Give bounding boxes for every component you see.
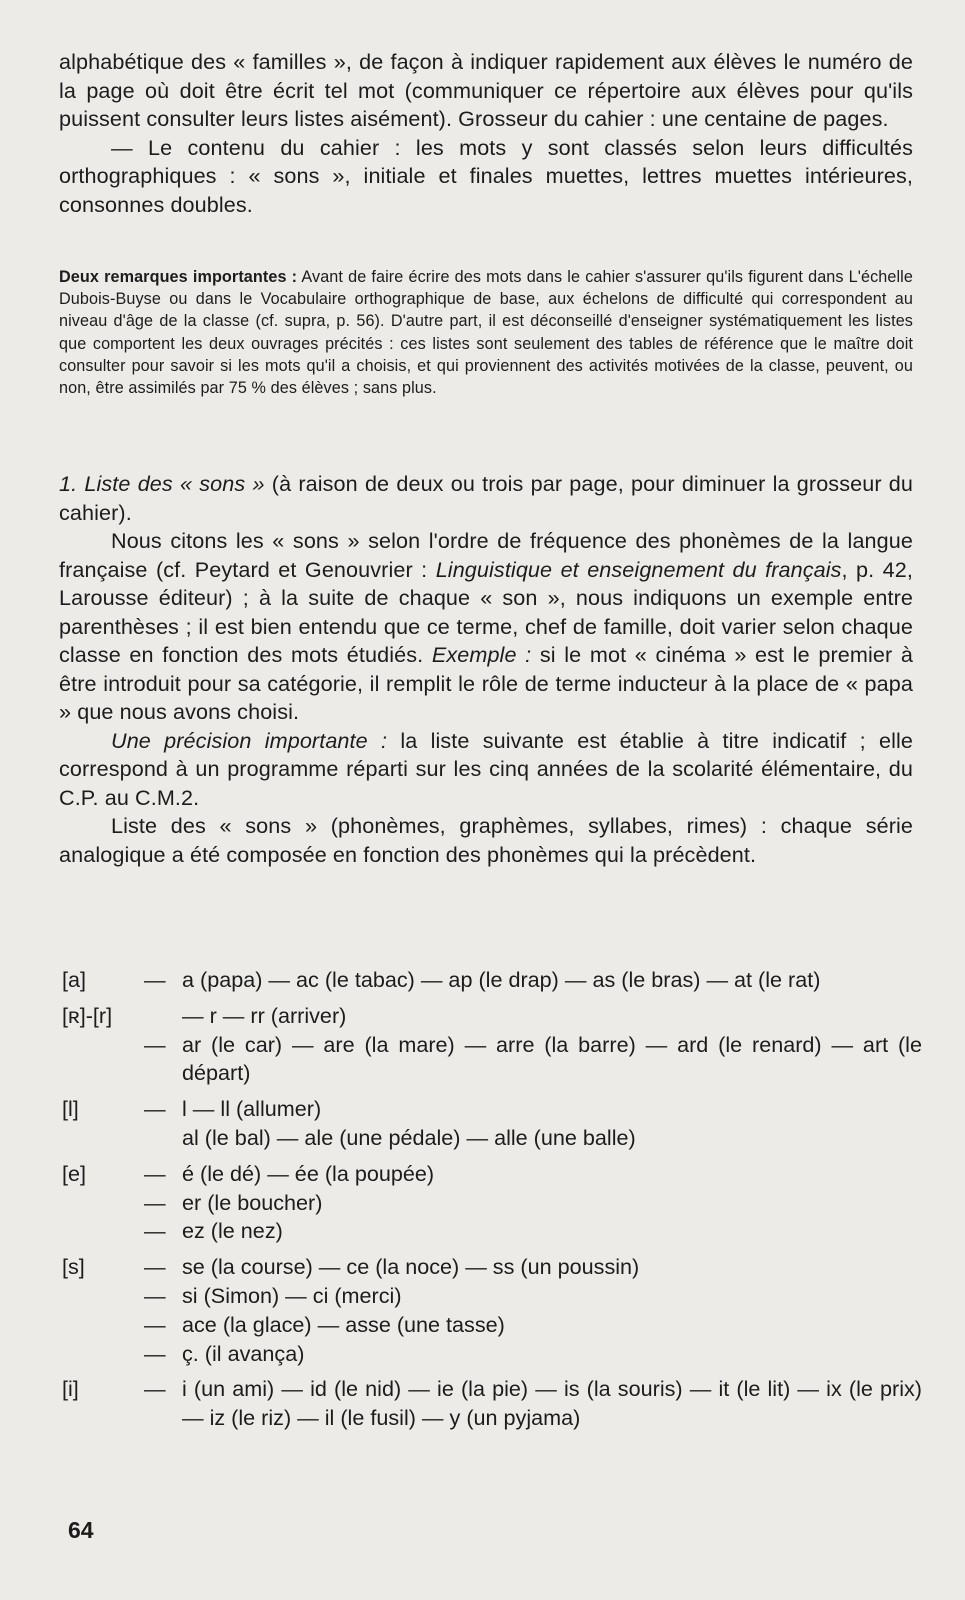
precision-lead: Une précision importante :	[111, 727, 388, 753]
line-dash: —	[144, 1340, 166, 1366]
line-text: ace (la glace) — asse (une tasse)	[182, 1311, 505, 1337]
line-text: er (le boucher)	[182, 1189, 323, 1215]
grapheme-line	[144, 1282, 922, 1311]
remark-block	[59, 266, 913, 399]
line-text: si (Simon) — ci (merci)	[182, 1282, 402, 1308]
phoneme-label: [s]	[62, 1254, 85, 1280]
sound-entry	[62, 1253, 922, 1368]
line-dash	[144, 1002, 182, 1031]
section-paragraph-2	[59, 727, 913, 813]
phoneme-label: [ʀ]-[r]	[62, 1002, 113, 1028]
example-label: Exemple :	[431, 642, 532, 667]
phoneme-label: [a]	[62, 967, 87, 992]
line-dash	[144, 1124, 182, 1153]
line-dash: —	[144, 1311, 166, 1337]
grapheme-line	[144, 1095, 922, 1124]
grapheme-line	[144, 1002, 922, 1031]
line-text: é (le dé) — ée (la poupée)	[182, 1160, 435, 1186]
line-text: i (un ami) — id (le nid) — ie (la pie) — is (la souris) — it (le lit) — ix (le prix) — iz (le riz) — il (le fusil) — y (un pyjama)	[182, 1376, 922, 1431]
intro-paragraph-1: alphabétique des « familles », de façon à indiquer rapidement aux élèves le numéro de la page où doit être écrit tel mot (communiquer ce répertoire aux élèves pour qu'ils puissent consulter leurs listes aisément). Grosseur du cahier : une centaine de pages.	[59, 49, 913, 131]
line-text: se (la course) — ce (la noce) — ss (un poussin)	[182, 1254, 640, 1280]
line-dash: —	[144, 1189, 166, 1215]
grapheme-line	[144, 1311, 922, 1340]
grapheme-line	[144, 1031, 922, 1089]
remark-lead: Deux remarques importantes :	[59, 268, 298, 286]
grapheme-line	[144, 1189, 922, 1218]
sound-entry	[62, 1375, 922, 1433]
grapheme-line	[144, 1340, 922, 1369]
grapheme-line	[144, 1217, 922, 1246]
line-text: l — ll (allumer)	[182, 1096, 322, 1122]
line-dash: —	[144, 1031, 166, 1057]
grapheme-lines	[144, 1095, 922, 1153]
p1-text-c: si le mot « cinéma » est le premier à être introduit pour sa catégorie, il remplit le rôle de terme inducteur à la place de « papa » que nous avons choisi.	[59, 642, 913, 724]
section-block	[59, 470, 913, 869]
remark-body: Avant de faire écrire des mots dans le cahier s'assurer qu'ils figurent dans L'échelle Dubois-Buyse ou dans le Vocabulaire orthographique de base, aux échelons de difficulté qui correspondent au niveau d'âge de la classe (cf. supra, p. 56). D'autre part, il est déconseillé d'enseigner systématiquement les listes que comportent les deux ouvrages précités : ces listes sont seulement des tables de référence que le maître doit consulter pour savoir si les mots qu'il a choisis, et qui proviennent des activités motivées de la classe, peuvent, ou non, être assimilés par 75 % des élèves ; sans plus.	[59, 268, 913, 398]
phoneme-label: [l]	[62, 1096, 79, 1122]
phoneme-label: [e]	[62, 1160, 87, 1186]
intro-paragraph-2: — Le contenu du cahier : les mots y sont classés selon leurs difficultés orthographiques : « sons », initiale et finales muettes, lettres muettes intérieures, consonnes doubles.	[59, 134, 913, 217]
precision-rest: la liste suivante est établie à titre indicatif ; elle correspond à un programme réparti sur les cinq années de la scolarité élémentaire, du C.P. au C.M.2.	[59, 727, 914, 810]
grapheme-line	[144, 1124, 922, 1153]
section-title: Liste des « sons »	[84, 471, 265, 496]
line-dash: —	[144, 1254, 166, 1280]
page-number: 64	[68, 1517, 94, 1543]
grapheme-lines	[144, 1002, 922, 1088]
grapheme-line	[144, 966, 922, 995]
line-text: — r — rr (arriver)	[182, 1002, 347, 1028]
book-title: Linguistique et enseignement du français	[435, 556, 842, 582]
section-heading-rest: (à raison de deux ou trois par page, pour diminuer la grosseur du cahier).	[59, 471, 914, 525]
grapheme-line	[144, 1160, 922, 1189]
p1-text-a: Nous citons les « sons » selon l'ordre de fréquence des phonèmes de la langue française (cf. Peytard et Genouvrier :	[59, 528, 913, 582]
sound-entry	[62, 1095, 922, 1153]
intro-block	[59, 48, 913, 219]
grapheme-lines	[144, 1253, 922, 1368]
grapheme-lines	[144, 1160, 922, 1246]
grapheme-line	[144, 1375, 922, 1433]
line-text: ç. (il avança)	[182, 1340, 305, 1366]
sound-entry	[62, 1002, 922, 1088]
sound-list	[62, 966, 922, 1440]
line-text: ar (le car) — are (la mare) — arre (la barre) — ard (le renard) — art (le départ)	[182, 1031, 922, 1086]
section-paragraph-3: Liste des « sons » (phonèmes, graphèmes, syllabes, rimes) : chaque série analogique a été composée en fonction des phonèmes qui la précèdent.	[59, 813, 913, 867]
grapheme-line	[144, 1253, 922, 1282]
line-dash: —	[144, 1282, 166, 1308]
section-number: 1.	[59, 471, 78, 496]
line-dash: —	[144, 1096, 166, 1122]
p1-text-b: , p. 42, Larousse éditeur) ; à la suite de chaque « son », nous indiquons un exemple entre parenthèses ; il est bien entendu que ce terme, chef de famille, doit varier selon chaque classe en fonction des mots étudiés.	[59, 556, 914, 667]
grapheme-lines	[144, 966, 922, 995]
line-dash: —	[144, 967, 166, 992]
grapheme-lines	[144, 1375, 922, 1433]
line-text: ez (le nez)	[182, 1218, 283, 1244]
line-dash: —	[144, 1218, 166, 1244]
section-paragraph-1	[59, 527, 913, 727]
section-heading	[59, 470, 913, 527]
remark-paragraph	[59, 266, 913, 399]
line-dash: —	[144, 1160, 166, 1186]
sound-entry	[62, 966, 922, 995]
line-text: al (le bal) — ale (une pédale) — alle (une balle)	[182, 1124, 636, 1150]
sound-entry	[62, 1160, 922, 1246]
phoneme-label: [i]	[62, 1376, 79, 1402]
line-text: a (papa) — ac (le tabac) — ap (le drap) — as (le bras) — at (le rat)	[182, 967, 821, 992]
line-dash: —	[144, 1376, 166, 1402]
